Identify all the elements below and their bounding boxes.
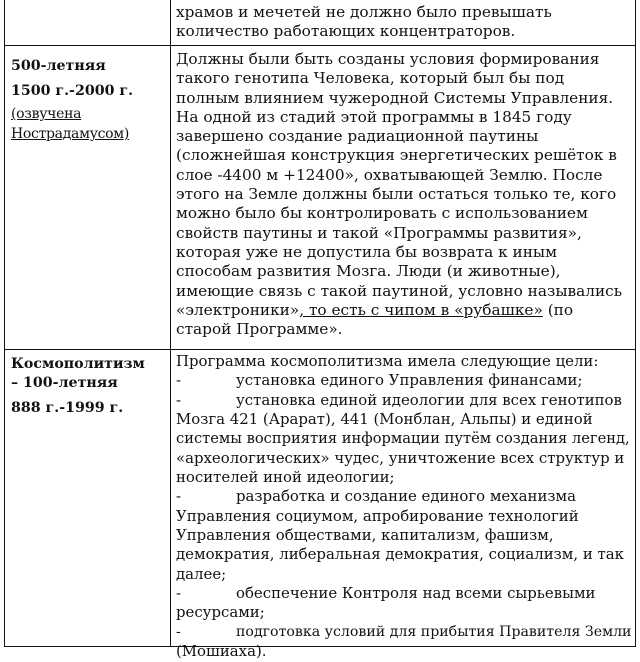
row-500-dates: 1500 г.-2000 г. (11, 83, 134, 99)
row-cosmo-subtitle: – 100-летняя (11, 375, 118, 391)
column-divider (170, 0, 171, 646)
row-divider (5, 45, 635, 46)
row-cosmo-dates: 888 г.-1999 г. (11, 400, 124, 416)
row-cosmo-label (11, 356, 167, 416)
list-item: - обеспечение Контроля над всеми сырьевыми (176, 584, 596, 603)
list-item: - разработка и создание единого механизма (176, 487, 576, 506)
row-divider (5, 349, 635, 350)
row-top-text: храмов и мечетей не должно было превышать количество работающих концентраторов. (176, 3, 552, 41)
underlined-phrase: , то есть с чипом в «рубашке» (299, 300, 543, 319)
list-item: - установка единой идеологии для всех генотипов (176, 390, 622, 409)
row-500-note-author: Нострадамусом) (11, 126, 130, 142)
row-500-label (11, 58, 167, 142)
row-cosmo-title: Космополитизм (11, 356, 145, 372)
row-500-note: (озвучена (11, 106, 82, 122)
row-500-title: 500-летняя (11, 58, 106, 74)
row-500-text: Должны были быть созданы условия формирования такого генотипа Человека, который был бы под полным влиянием чужеродной Системы Управления. На одной из стадий этой программы в 1845 году завершено создание радиационной паутины (сложнейшая конструкция энергетических решёток в слое -4400 м +12400», охватывающей Землю. После этого на Земле должны были остаться только те, кого можно было бы контролировать с использованием свойств паутины и такой «Программы развития», которая уже не допустила бы возврата к иным способам развития Мозга. Люди (и животные), имеющие связь с такой паутиной, условно назывались «электроники», то есть с чипом в «рубашке» (по старой Программе». (176, 50, 623, 339)
list-item: - установка единого Управления финансами; (176, 371, 583, 390)
list-item: - подготовка условий для прибытия Правителя Земли (176, 623, 632, 640)
row-cosmo-text: Программа космополитизма имела следующие цели: - установка единого Управления финансами; - установка единой идеологии для всех генотипов Мозга 421 (Арарат), 441 (Монблан, Альпы) и единой системы восприятия информации путём создания легенд, «археологических» чудес, уничтожение всех структур и носителей иной идеологии; - разработка и создание единого механизма Управления социумом, апробирование технологий Управления обществами, капитализм, фашизм, демократия, либеральная демократия, социализм, и так далее; - обеспечение Контроля над всеми сырьевыми ресурсами; - подготовка условий для прибытия Правителя Земли (Мошиаха). (176, 352, 632, 661)
content-table (4, 0, 636, 661)
